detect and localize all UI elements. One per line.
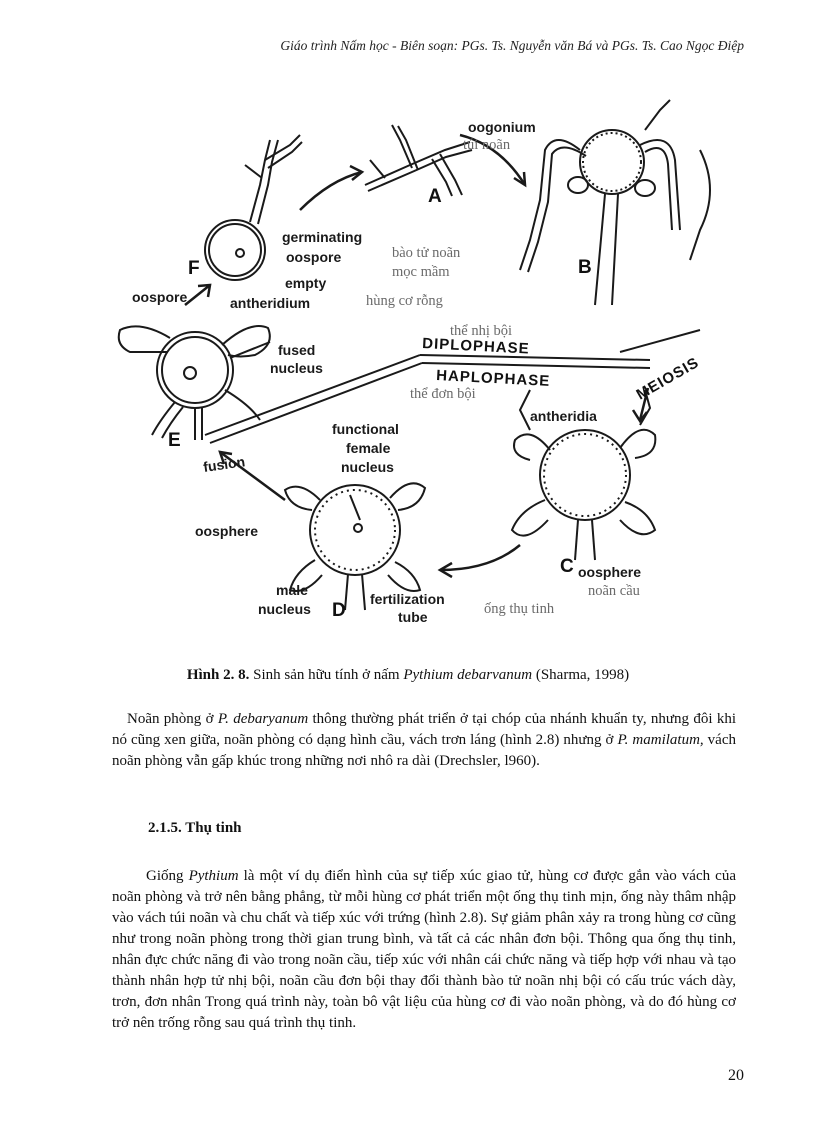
caption-text: Sinh sản hữu tính ở nấm — [249, 667, 404, 683]
p1-species-2: P. mamilatum, — [617, 732, 704, 748]
stage-b-oogonium — [520, 100, 710, 305]
label-oospore: oospore — [286, 249, 342, 265]
label-meiosis: MEIOSIS — [633, 353, 703, 404]
section-title: 2.1.5. Thụ tinh — [148, 820, 242, 836]
caption-label: Hình 2. 8. — [186, 667, 250, 683]
paragraph-fertilization — [112, 866, 736, 1034]
p1-text-2: thông thường phát triển ở tại chóp của nhánh khuẩn ty, nhưng đôi khi nó cũng xen giữa, noãn phòng có dạng hình cầu, vách trơn láng (hình 2.8) nhưng ở — [112, 711, 736, 748]
p2-genus: Pythium — [188, 868, 239, 884]
letter-c: C — [560, 556, 574, 577]
page-header: Giáo trình Nấm học - Biên soạn: PGs. Ts. Nguyễn văn Bá và PGs. Ts. Cao Ngọc Điệp — [280, 38, 744, 53]
label-germinating: germinating — [282, 229, 363, 245]
page-number: 20 — [728, 1067, 744, 1084]
caption-species: Pythium debarvanum — [403, 667, 533, 683]
label-oosphere-right: oosphere — [578, 564, 642, 580]
p1-text-3: vách noãn phòng vẫn gấp khúc trong những nơi nhô ra dài (Drechsler, l960). — [112, 732, 736, 769]
label-fertilization: fertilization — [370, 591, 445, 607]
life-cycle-diagram — [100, 90, 740, 630]
stage-e-fused — [119, 326, 270, 440]
letter-a: A — [428, 186, 442, 207]
label-empty: empty — [285, 275, 327, 291]
arrow-e-to-f — [185, 285, 210, 305]
paragraph-oogonium — [112, 709, 736, 772]
letter-f: F — [188, 258, 200, 279]
label-vi-bao-tu-noan: bào tử noãn — [392, 245, 461, 261]
letter-b: B — [578, 257, 592, 278]
label-functional: functional — [332, 421, 399, 437]
label-fused: fused — [278, 342, 316, 358]
p1-text-1: Noãn phòng ở — [127, 711, 218, 727]
label-nucleus: nucleus — [270, 360, 323, 376]
label-fusion: fusion — [202, 453, 247, 475]
label-female-nucleus: nucleus — [341, 459, 394, 475]
label-female: female — [346, 440, 391, 456]
label-vi-noan-cau: noãn cầu — [588, 583, 640, 599]
p2-text-2: là một ví dụ điển hình của sự tiếp xúc giao tử, hùng cơ được gắn vào vách của noãn phòng và trở nên bằng phẳng, từ mỗi hùng cơ phát triển một ống thụ tinh mịn, ống này thâm nhập vào vách túi noãn và chu chất và tiếp xúc với trứng (hình 2.8). Sự giảm phân xảy ra trong hùng cơ cũng như trong noãn phòng trong thời gian trung bình, và tất cả các nhân đơn bội. Thông qua ống thụ tinh, nhân đực chức năng đi vào trong noãn cầu, tiếp xúc với nhân cái chức năng và tiếp hợp với nhau và tạo thành nhân hợp tử nhị bội, noãn cầu đơn bội thay đổi thành bào tử noãn nhị bội có cấu trúc vách dày, trơn, đơn nhân Trong quá trình này, toàn bô vật liệu của hùng cơ đi vào noãn phòng, và do đó hùng cơ trở nên trống rỗng sau quá trình thụ tinh. — [112, 868, 736, 1031]
label-oosphere-left: oosphere — [195, 523, 259, 539]
letter-d: D — [332, 600, 346, 621]
label-diplophase: DIPLOPHASE — [421, 335, 531, 358]
label-male-nucleus: nucleus — [258, 601, 311, 617]
label-vi-hung-co-rong: hùng cơ rỗng — [366, 293, 443, 309]
label-antheridium: antheridium — [230, 295, 311, 311]
arrow-f-to-a — [300, 172, 362, 210]
label-oospore-left: oospore — [132, 289, 188, 305]
figure-caption — [0, 667, 816, 684]
p2-text-1: Giống — [146, 868, 189, 884]
label-vi-tui-noan: túi noãn — [463, 137, 511, 153]
label-vi-moc-mam: mọc mầm — [392, 264, 450, 280]
label-oogonium: oogonium — [468, 119, 536, 135]
label-tube: tube — [398, 609, 428, 625]
letter-e: E — [168, 430, 181, 451]
caption-source: (Sharma, 1998) — [532, 667, 630, 683]
stage-a-hyphae — [365, 125, 472, 196]
label-vi-the-don-boi: thể đơn bội — [410, 386, 476, 402]
label-haplophase: HAPLOPHASE — [435, 367, 551, 390]
life-cycle-figure — [100, 90, 740, 630]
arrow-c-to-d — [440, 545, 520, 570]
label-male: male — [276, 582, 308, 598]
label-antheridia: antheridia — [530, 408, 597, 424]
label-vi-the-nhi-boi: thể nhị bội — [450, 323, 513, 339]
p1-species-1: P. debaryanum — [217, 711, 309, 727]
label-vi-ong-thu-tinh: ống thụ tinh — [484, 601, 555, 617]
